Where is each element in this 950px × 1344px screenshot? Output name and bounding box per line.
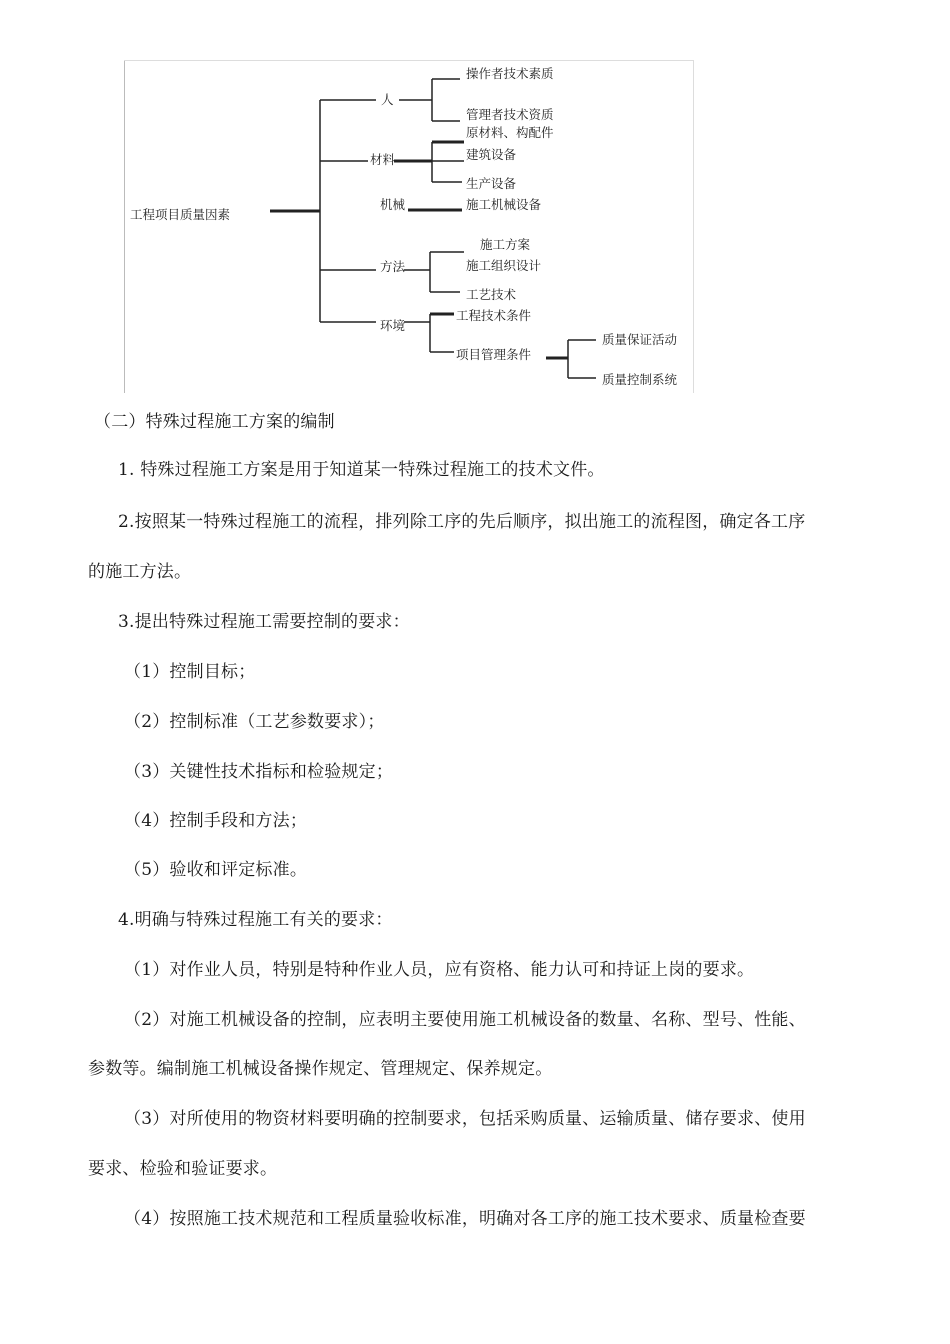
list-item-4-1: （1）对作业人员，特别是特种作业人员，应有资格、能力认可和持证上岗的要求。 (124, 960, 755, 980)
node-environment: 环境 (380, 318, 406, 333)
paragraph-1: 1. 特殊过程施工方案是用于知道某一特殊过程施工的技术文件。 (118, 460, 605, 480)
paragraph-2-line-2: 的施工方法。 (88, 562, 192, 582)
list-item-4-3-line-1: （3）对所使用的物资材料要明确的控制要求，包括采购质量、运输质量、储存要求、使用 (124, 1109, 806, 1129)
list-item-4-3-line-2: 要求、检验和验证要求。 (88, 1159, 278, 1179)
list-item-3-3: （3）关键性技术指标和检验规定； (124, 762, 394, 782)
section-heading: （二）特殊过程施工方案的编制 (94, 412, 335, 432)
list-item-3-1: （1）控制目标； (124, 662, 256, 682)
node-method-technique: 工艺技术 (466, 287, 517, 302)
node-method-plan: 施工方案 (480, 237, 531, 252)
node-quality-control: 质量控制系统 (602, 372, 678, 387)
list-item-3-5: （5）验收和评定标准。 (124, 860, 308, 880)
node-material-building: 建筑设备 (466, 147, 517, 162)
node-environment-management: 项目管理条件 (456, 347, 532, 362)
list-item-3-4: （4）控制手段和方法； (124, 811, 308, 831)
node-machine: 机械 (380, 197, 406, 212)
node-material-raw: 原材料、构配件 (466, 125, 554, 140)
list-item-3-2: （2）控制标准（工艺参数要求）； (124, 712, 385, 732)
node-machine-equipment: 施工机械设备 (466, 197, 542, 212)
node-person-operator: 操作者技术素质 (466, 66, 554, 81)
list-item-4-2-line-1: （2）对施工机械设备的控制，应表明主要使用施工机械设备的数量、名称、型号、性能、 (124, 1010, 806, 1030)
paragraph-3: 3.提出特殊过程施工需要控制的要求： (118, 612, 410, 632)
quality-factors-diagram (124, 60, 694, 393)
list-item-4-2-line-2: 参数等。编制施工机械设备操作规定、管理规定、保养规定。 (88, 1059, 553, 1079)
node-method: 方法 (380, 259, 406, 274)
node-quality-assurance: 质量保证活动 (602, 332, 678, 347)
node-material: 材料 (370, 152, 396, 167)
paragraph-2-line-1: 2.按照某一特殊过程施工的流程，排列除工序的先后顺序，拟出施工的流程图，确定各工序 (118, 512, 806, 532)
node-material-production: 生产设备 (466, 176, 517, 191)
diagram-root-label: 工程项目质量因素 (130, 207, 231, 222)
list-item-4-4-line-1: （4）按照施工技术规范和工程质量验收标准，明确对各工序的施工技术要求、质量检查要 (124, 1209, 806, 1229)
paragraph-4: 4.明确与特殊过程施工有关的要求： (118, 910, 393, 930)
node-person: 人 (381, 92, 394, 107)
node-environment-technical: 工程技术条件 (456, 308, 532, 323)
node-method-organization: 施工组织设计 (466, 258, 542, 273)
node-person-manager: 管理者技术资质 (466, 107, 554, 122)
